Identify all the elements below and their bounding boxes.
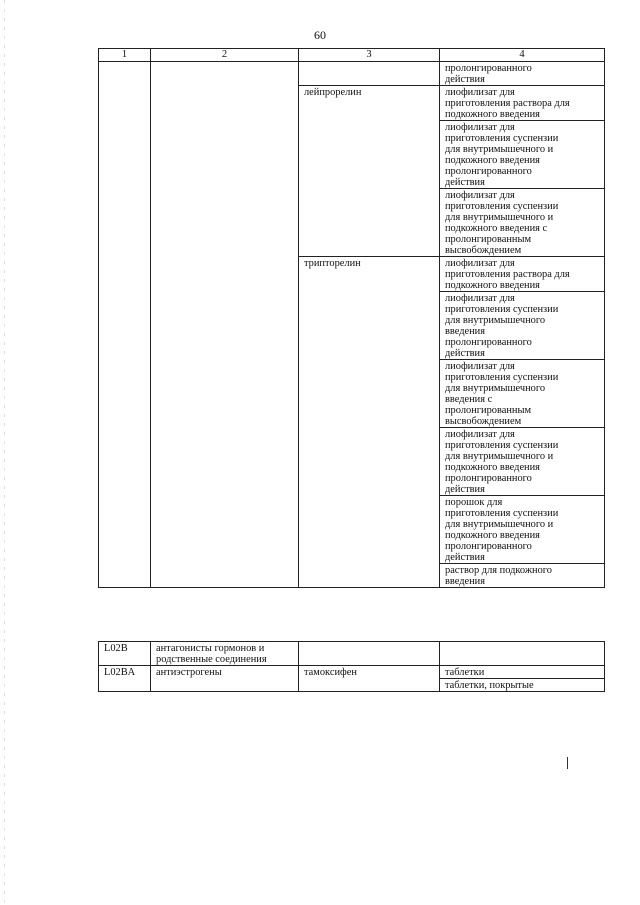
dosage-form: лиофилизат для приготовления суспензии для внутримышечного и подкожного введения пролонгированного действия	[440, 121, 605, 189]
scan-edge-artifact	[4, 0, 5, 905]
margin-mark	[567, 757, 568, 769]
dosage-form: таблетки	[440, 666, 605, 679]
group-cell-empty	[151, 62, 299, 588]
dosage-form: порошок для приготовления суспензии для внутримышечного и подкожного введения пролонгированного действия	[440, 496, 605, 564]
dosage-form: лиофилизат для приготовления раствора для подкожного введения	[440, 86, 605, 121]
header-col-3: 3	[299, 49, 440, 62]
dosage-form: лиофилизат для приготовления суспензии для внутримышечного и подкожного введения с пролонгированным высвобождением	[440, 189, 605, 257]
drug-name-leuprorelin: лейпрорелин	[299, 86, 440, 257]
dosage-form: раствор для подкожного введения	[440, 564, 605, 588]
group-name-l02b: антагонисты гормонов и родственные соединения	[151, 642, 299, 666]
header-row	[99, 49, 605, 62]
header-col-4: 4	[440, 49, 605, 62]
atc-code-l02b: L02B	[99, 642, 151, 666]
dosage-form: лиофилизат для приготовления суспензии для внутримышечного и подкожного введения пролонгированного действия	[440, 428, 605, 496]
header-col-1: 1	[99, 49, 151, 62]
drug-cell-empty	[299, 642, 440, 666]
page-number: 60	[314, 28, 326, 42]
dosage-form: пролонгированного действия	[440, 62, 605, 86]
code-cell-empty	[99, 62, 151, 588]
header-col-2: 2	[151, 49, 299, 62]
drug-table	[98, 48, 605, 588]
atc-code-l02ba: L02BA	[99, 666, 151, 692]
drug-cell-empty	[299, 62, 440, 86]
dosage-form: таблетки, покрытые	[440, 679, 605, 692]
table-row	[99, 666, 605, 679]
drug-name-triptorelin: трипторелин	[299, 257, 440, 588]
group-name-l02ba: антиэстрогены	[151, 666, 299, 692]
dosage-form: лиофилизат для приготовления суспензии для внутримышечного введения пролонгированного действия	[440, 292, 605, 360]
dosage-form: лиофилизат для приготовления раствора для подкожного введения	[440, 257, 605, 292]
drug-name-tamoxifen: тамоксифен	[299, 666, 440, 692]
drug-table-lower	[98, 641, 605, 692]
dosage-form: лиофилизат для приготовления суспензии для внутримышечного введения с пролонгированным высвобождением	[440, 360, 605, 428]
table-row	[99, 62, 605, 86]
table-row	[99, 642, 605, 666]
dosage-form-empty	[440, 642, 605, 666]
